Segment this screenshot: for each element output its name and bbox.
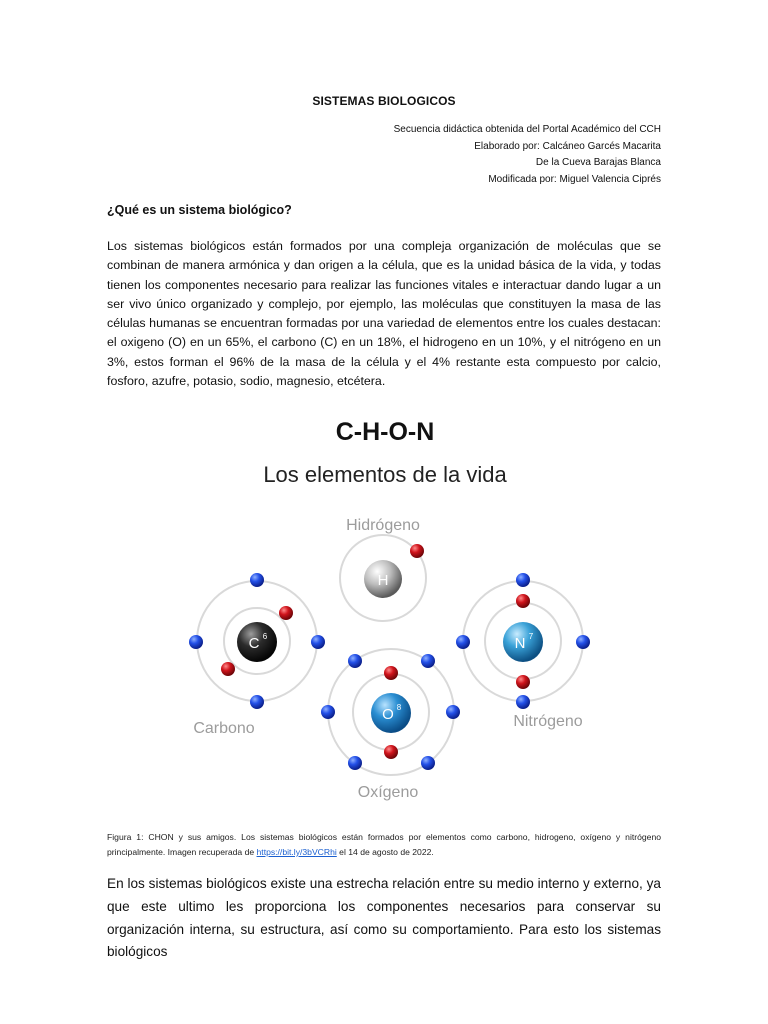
section-heading: ¿Qué es un sistema biológico?	[107, 203, 292, 217]
credit-line: Elaborado por: Calcáneo Garcés Macarita	[474, 140, 661, 152]
electron-blue	[348, 756, 362, 770]
electron-blue	[321, 705, 335, 719]
electron-blue	[421, 654, 435, 668]
electron-blue	[446, 705, 460, 719]
figure-caption	[107, 830, 661, 860]
carbon-atom	[189, 573, 325, 737]
electron-red	[516, 675, 530, 689]
electron-blue	[421, 756, 435, 770]
electron-blue	[456, 635, 470, 649]
credit-line: Secuencia didáctica obtenida del Portal Académico del CCH	[393, 124, 661, 135]
document-credits	[394, 122, 661, 188]
hydrogen-label: Hidrógeno	[346, 517, 420, 534]
hydrogen-atom	[340, 517, 426, 621]
electron-blue	[516, 573, 530, 587]
hydrogen-symbol: H	[377, 572, 389, 589]
carbon-symbol: C	[248, 635, 260, 652]
electron-blue	[576, 635, 590, 649]
atoms-diagram	[170, 418, 600, 810]
electron-blue	[189, 635, 203, 649]
electron-blue	[250, 573, 264, 587]
oxygen-superscript: 8	[396, 703, 402, 712]
nitrogen-superscript: 7	[528, 632, 534, 641]
body-paragraph-2: En los sistemas biológicos existe una estrecha relación entre su medio interno y externo, ya que este ultimo les proporciona los componentes necesarios para conservar su organización interna, su estructura, así como su comportamiento. Para esto los sistemas biológicos	[107, 876, 661, 960]
nitrogen-symbol: N	[514, 635, 526, 652]
figure-title: C-H-O-N	[335, 418, 435, 446]
electron-blue	[250, 695, 264, 709]
carbon-label: Carbono	[193, 720, 255, 737]
electron-red	[516, 594, 530, 608]
electron-red	[221, 662, 235, 676]
credit-line: De la Cueva Barajas Blanca	[535, 157, 661, 168]
electron-red	[279, 606, 293, 620]
electron-blue	[348, 654, 362, 668]
caption-link[interactable]: https://bit.ly/3bVCRhi	[256, 847, 337, 857]
oxygen-symbol: O	[382, 706, 394, 723]
body-paragraph-1: Los sistemas biológicos están formados por una compleja organización de moléculas que se combinan de manera armónica y dan origen a la célula, que es la unidad básica de la vida, y todas tienen los componentes necesario para realizar las funciones vitales e interactuar dando lugar a un ser vivo único organizado y complejo, por ejemplo, las moléculas que constituyen la masa de las células humanas se encuentran formadas por una variedad de elementos entre los cuales destacan: el oxigeno (O) en un 65%, el carbono (C) en un 18%, el hidrogeno en un 10%, y el nitrógeno en un 3%, estos forman el 96% de la masa de la célula y el 4% restante esta compuesto por calcio, fosforo, azufre, potasio, sodio, magnesio, etcétera.	[107, 239, 661, 389]
electron-red	[384, 745, 398, 759]
electron-red	[410, 544, 424, 558]
electron-red	[384, 666, 398, 680]
oxygen-label: Oxígeno	[357, 784, 419, 801]
nitrogen-atom	[456, 573, 590, 730]
caption-date: el 14 de agosto de 2022.	[336, 847, 434, 857]
electron-blue	[516, 695, 530, 709]
credit-line: Modificada por: Miguel Valencia Ciprés	[488, 173, 661, 185]
electron-blue	[311, 635, 325, 649]
carbon-superscript: 6	[262, 632, 268, 641]
caption-text: Figura 1: CHON y sus amigos. Los sistemas biológicos están formados por elementos como carbono, hidrogeno, oxígeno y nitrógeno principalmente. Imagen recuperada de	[107, 832, 661, 857]
chon-figure	[170, 418, 600, 810]
oxygen-atom	[321, 649, 460, 801]
nitrogen-label: Nitrógeno	[513, 713, 583, 730]
figure-subtitle: Los elementos de la vida	[263, 462, 507, 487]
document-title: SISTEMAS BIOLOGICOS	[312, 94, 456, 108]
